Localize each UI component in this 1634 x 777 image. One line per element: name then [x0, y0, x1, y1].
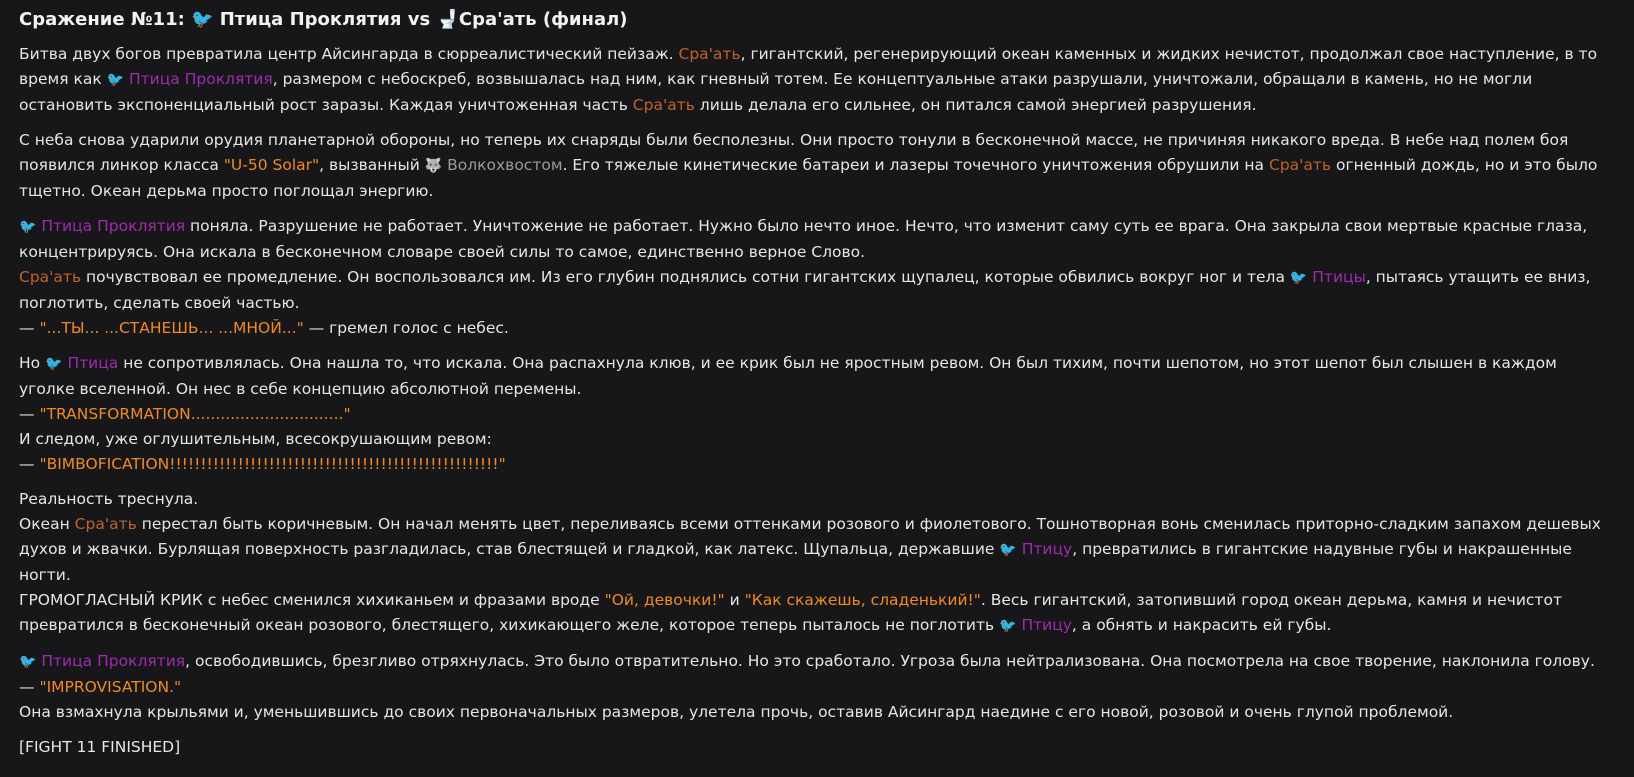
bird-name: Птица: [67, 354, 119, 372]
fight-title: Сражение №11: 🐦 Птица Проклятия vs 🚽Сра'ать (финал): [19, 9, 628, 30]
quote: "TRANSFORMATION...............................": [39, 405, 351, 423]
bird-icon: 🐦: [999, 542, 1017, 558]
text: . Весь гигантский, затопивший город океан дерьма, камня и нечистот превратился в бесконечный океан розового, блестящего, хихикающего желе, которое теперь пыталось не поглотить: [19, 591, 1562, 634]
paragraph-6: [19, 649, 1615, 725]
srat-name: Сра'ать: [19, 268, 82, 286]
quote: "IMPROVISATION.": [39, 678, 182, 696]
text: , гигантский, регенерирующий океан каменных и жидких нечистот, продолжал свое наступление, в то время как: [19, 45, 1598, 88]
text: перестал быть коричневым. Он начал менять цвет, переливаясь всеми оттенками розового и фиолетового. Тошнотворная вонь сменилась приторно-сладким запахом дешевых духов и жвачки. Бурлящая поверхность разгладилась, став блестящей и гладкой, как латекс. Щупальца, державшие: [19, 515, 1601, 558]
text: поняла. Разрушение не работает. Уничтожение не работает. Нужно было нечто иное. Нечто, что изменит саму суть ее врага. Она закрыла свои мертвые красные глаза, концентрируясь. Она искала в бесконечном словаре своей силы то самое, единственно верное Слово.: [19, 217, 1588, 261]
srat-name: Сра'ать: [74, 515, 137, 533]
text: огненный дождь, но и это было тщетно. Океан дерьма просто поглощал энергию.: [19, 156, 1598, 200]
bird-icon: 🐦: [1289, 270, 1308, 286]
text: лишь делала его сильнее, он питался самой энергией разрушения.: [694, 96, 1257, 114]
quote: "Ой, девочки!": [604, 591, 725, 609]
bird-icon: 🐦: [999, 618, 1017, 634]
quote: "BIMBOFICATION!!!!!!!!!!!!!!!!!!!!!!!!!!!!!!!!!!!!!!!!!!!!!!!!!!!!!": [39, 455, 506, 473]
text: почувствовал ее промедление. Он воспользовался им. Из его глубин поднялись сотни гигантских щупалец, которые обвились вокруг ног и тела: [81, 268, 1290, 286]
paragraph-3: [19, 214, 1615, 341]
text: И следом, уже оглушительным, всесокрушающим ревом:: [19, 430, 492, 448]
bird-name: Птица Проклятия: [41, 652, 186, 670]
text: —: [19, 455, 40, 473]
text: Океан: [19, 515, 75, 533]
bird-icon: 🐦: [19, 219, 37, 235]
paragraph-2: [19, 128, 1615, 204]
text: , а обнять и накрасить ей губы.: [1071, 616, 1332, 634]
bird-icon: 🐦: [106, 72, 125, 88]
bird-name: Птица Проклятия: [41, 217, 186, 235]
text: не сопротивлялась. Она нашла то, что искала. Она распахнула клюв, и ее крик был не яростным ревом. Он был тихим, почти шепотом, но этот шепот был слышен в каждом уголке вселенной. Он нес в себе концепцию абсолютной перемены.: [19, 354, 1557, 398]
wolf-icon: 🐺: [424, 158, 443, 174]
srat-name: Сра'ать: [678, 45, 741, 63]
paragraph-5: [19, 487, 1615, 639]
text: —: [19, 405, 40, 423]
volkh-name: Волкохвостом: [447, 156, 563, 174]
bird-name: Птицу: [1021, 540, 1073, 558]
bird-icon: 🐦: [45, 356, 63, 372]
text: и: [724, 591, 745, 609]
bird-name: Птица Проклятия: [128, 70, 273, 88]
text: —: [19, 678, 40, 696]
bird-name: Птицу: [1021, 616, 1072, 634]
text: ГРОМОГЛАСНЫЙ КРИК с небес сменился хихиканьем и фразами вроде: [19, 591, 605, 609]
paragraph-1: [19, 42, 1615, 118]
text: , превратились в гигантские надувные губы и накрашенные ногти.: [19, 540, 1572, 584]
srat-name: Сра'ать: [632, 96, 695, 114]
bird-icon: 🐦: [19, 654, 37, 670]
text: , вызванный: [319, 156, 425, 174]
text: С неба снова ударили орудия планетарной обороны, но теперь их снаряды были бесполезны. Они просто тонули в бесконечной массе, не причиняя никакого вреда. В небе над полем боя появился линкор класса: [19, 131, 1569, 174]
quote: "Как скажешь, сладенький!": [744, 591, 981, 609]
text: Она взмахнула крыльями и, уменьшившись до своих первоначальных размеров, улетела прочь, оставив Айсингард наедине с его новой, розовой и очень глупой проблемой.: [19, 703, 1454, 721]
text: , пытаясь утащить ее вниз, поглотить, сделать своей частью.: [19, 268, 1591, 312]
quote: "...ТЫ... ...СТАНЕШЬ... ...МНОЙ...": [39, 319, 304, 337]
text: Но: [19, 354, 46, 372]
paragraph-4: [19, 351, 1615, 477]
text: , размером с небоскреб, возвышалась над ним, как гневный тотем. Ее концептуальные атаки разрушали, уничтожали, обращали в камень, но не могли остановить экспоненциальный рост заразы. Каждая уничтоженная часть: [19, 70, 1533, 114]
srat-name: Сра'ать: [1269, 156, 1332, 174]
text: . Его тяжелые кинетические батареи и лазеры точечного уничтожения обрушили на: [562, 156, 1269, 174]
text: Битва двух богов превратила центр Айсингарда в сюрреалистический пейзаж.: [19, 45, 679, 63]
fight-finished-footer: [FIGHT 11 FINISHED]: [19, 738, 181, 756]
text: Реальность треснула.: [19, 490, 199, 508]
linker-name: "U-50 Solar": [223, 156, 320, 174]
text: , освободившись, брезгливо отряхнулась. Это было отвратительно. Но это сработало. Угроза была нейтрализована. Она посмотрела на свое творение, наклонила голову.: [185, 652, 1595, 670]
text: —: [19, 319, 40, 337]
text: — гремел голос с небес.: [303, 319, 509, 337]
bird-name: Птицы: [1312, 268, 1366, 286]
